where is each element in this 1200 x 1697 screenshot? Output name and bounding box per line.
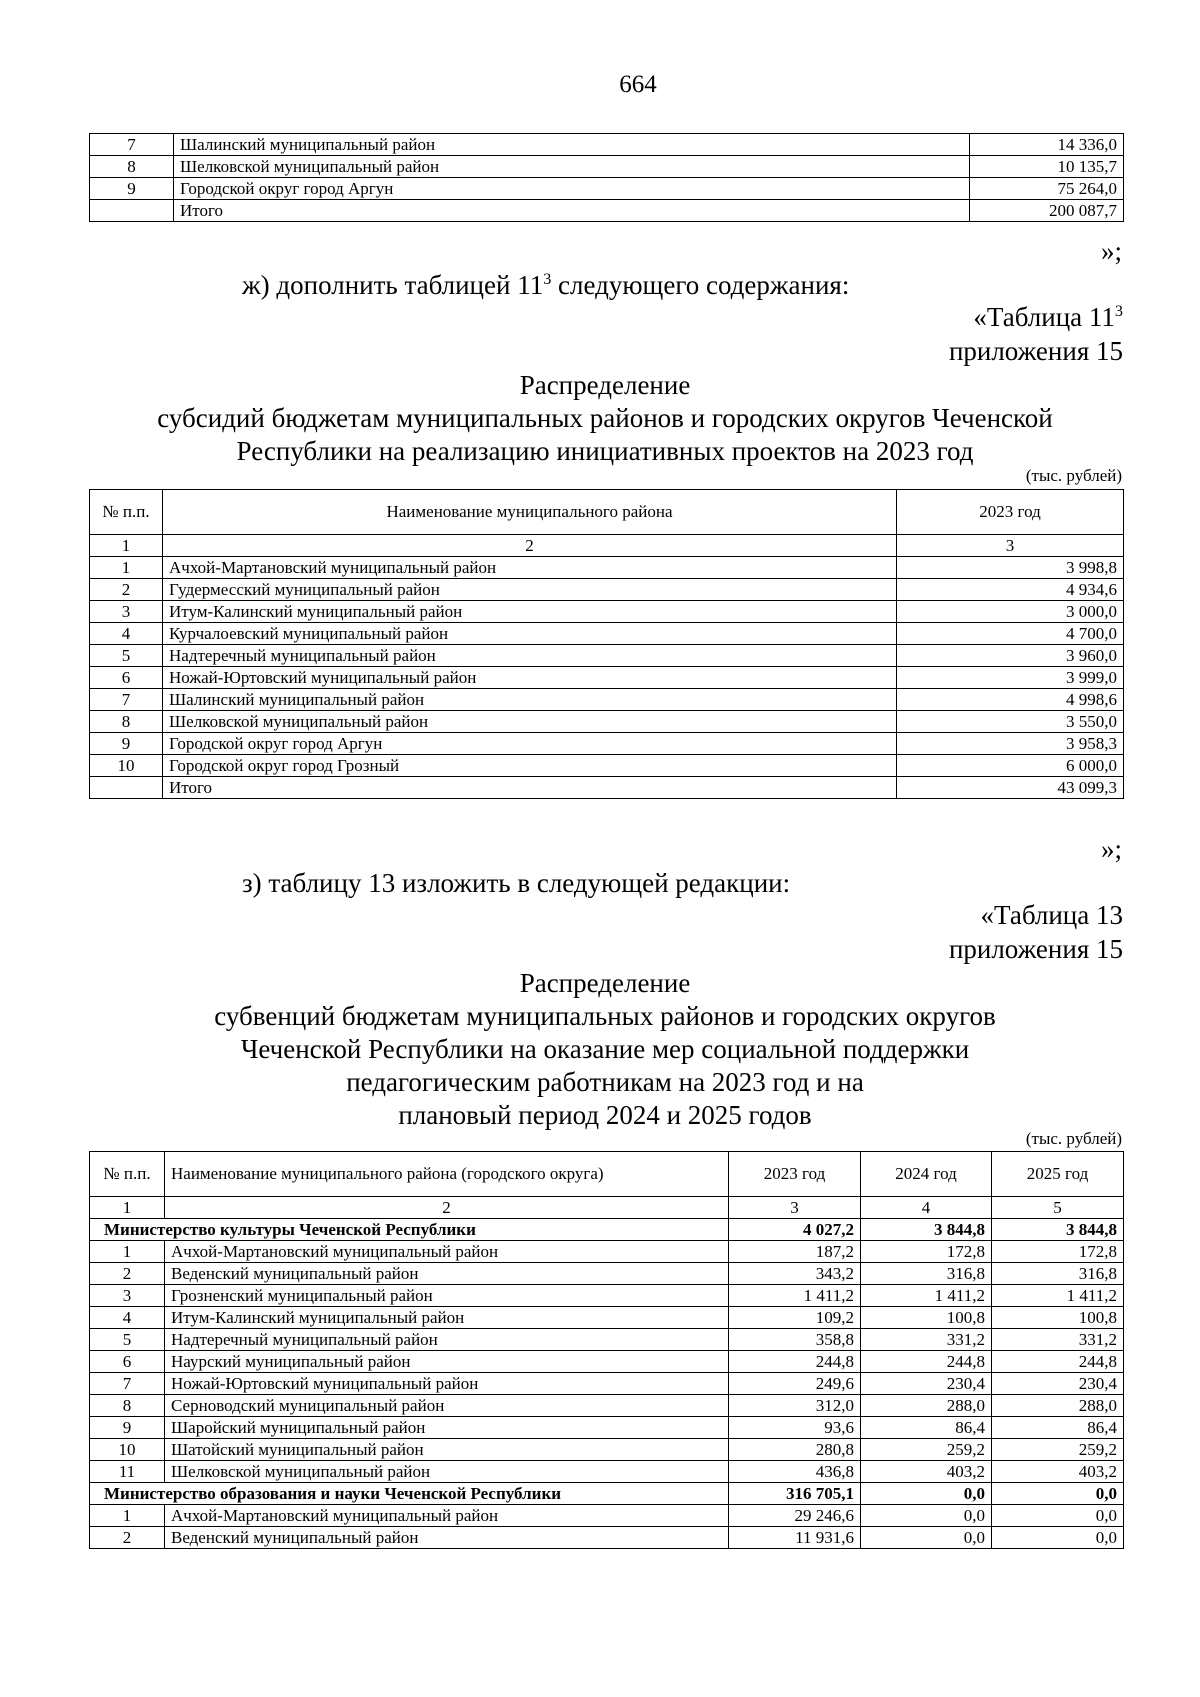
col-header-2024: 2024 год [861,1152,992,1197]
table-row: 6 Наурский муниципальный район 244,8 244,8 244,8 [90,1351,1124,1373]
col-header-2025: 2025 год [992,1152,1124,1197]
table-row: 2 Веденский муниципальный район 11 931,6 0,0 0,0 [90,1527,1124,1549]
table-row: 10 Городской округ город Грозный 6 000,0 [90,755,1124,777]
col-header-2023: 2023 год [729,1152,861,1197]
table-row: 1 Ачхой-Мартановский муниципальный район 187,2 172,8 172,8 [90,1241,1124,1263]
total-row: Итого 43 099,3 [90,777,1124,799]
closing-quote: »; [1100,834,1122,864]
table-title-line: субсидий бюджетам муниципальных районов и городских округов Чеченской [157,403,1053,433]
table-row: 10 Шатойский муниципальный район 280,8 259,2 259,2 [90,1439,1124,1461]
group-row-education-ministry: Министерство образования и науки Чеченской Республики 316 705,1 0,0 0,0 [90,1483,1124,1505]
table-title-line: Чеченской Республики на оказание мер социальной поддержки [240,1034,970,1064]
table-row: 7 Шалинский муниципальный район 14 336,0 [90,134,1124,156]
paragraph-zh: ж) дополнить таблицей $11^3$ следующего содержания: [242,270,850,300]
column-numbers-row: 1 2 3 4 5 [90,1197,1124,1219]
table-row: 4 Итум-Калинский муниципальный район 109,2 100,8 100,8 [90,1307,1124,1329]
table-header [90,1152,1124,1197]
table-row: 1 Ачхой-Мартановский муниципальный район 29 246,6 0,0 0,0 [90,1505,1124,1527]
table-row: 5 Надтеречный муниципальный район 3 960,0 [90,645,1124,667]
col-header-name: Наименование муниципального района (городского округа) [165,1152,729,1197]
closing-quote: »; [1100,236,1122,266]
table-row: 4 Курчалоевский муниципальный район 4 700,0 [90,623,1124,645]
units-label: (тыс. рублей) [1025,1129,1122,1148]
previous-table [89,133,1124,222]
group-row-culture-ministry: Министерство культуры Чеченской Республики 4 027,2 3 844,8 3 844,8 [90,1219,1124,1241]
table-caption-appendix: приложения 15 [948,934,1123,964]
table-row: 9 Шаройский муниципальный район 93,6 86,4 86,4 [90,1417,1124,1439]
col-header-name: Наименование муниципального района [163,490,897,535]
subsidy-table [89,489,1124,799]
table-header [90,490,1124,535]
units-label: (тыс. рублей) [1025,466,1122,485]
table-row: 7 Шалинский муниципальный район 4 998,6 [90,689,1124,711]
table-row: 9 Городской округ город Аргун 75 264,0 [90,178,1124,200]
table-row: 1 Ачхой-Мартановский муниципальный район 3 998,8 [90,557,1124,579]
total-row: Итого 200 087,7 [90,200,1124,222]
table-title-line: субвенций бюджетам муниципальных районов и городских округов [214,1001,996,1031]
table-title-line: плановый период 2024 и 2025 годов [398,1100,812,1130]
col-header-number: № п.п. [90,490,163,535]
table-row: 2 Гудермесский муниципальный район 4 934,6 [90,579,1124,601]
col-header-number: № п.п. [90,1152,165,1197]
table-row: 8 Серноводский муниципальный район 312,0 288,0 288,0 [90,1395,1124,1417]
table-row: 6 Ножай-Юртовский муниципальный район 3 999,0 [90,667,1124,689]
paragraph-z: з) таблицу 13 изложить в следующей редакции: [242,868,791,898]
table-title-line: педагогическим работникам на 2023 год и на [346,1067,864,1097]
table-title-line: Республики на реализацию инициативных проектов на 2023 год [236,436,974,466]
table-row: 8 Шелковской муниципальный район 3 550,0 [90,711,1124,733]
table-caption: «Таблица $11^3$ [973,302,1123,332]
page-number: 664 [619,71,657,98]
table-row: 3 Грозненский муниципальный район 1 411,2 1 411,2 1 411,2 [90,1285,1124,1307]
table-row: 2 Веденский муниципальный район 343,2 316,8 316,8 [90,1263,1124,1285]
table-caption-appendix: приложения 15 [948,336,1123,366]
table-row: 5 Надтеречный муниципальный район 358,8 331,2 331,2 [90,1329,1124,1351]
table-row: 8 Шелковской муниципальный район 10 135,7 [90,156,1124,178]
table-title: Распределение [519,968,691,998]
subvention-table [89,1151,1124,1549]
table-row: 11 Шелковской муниципальный район 436,8 403,2 403,2 [90,1461,1124,1483]
table-caption: «Таблица 13 [980,900,1123,930]
table-row: 3 Итум-Калинский муниципальный район 3 000,0 [90,601,1124,623]
table-title: Распределение [519,370,691,400]
table-row: 9 Городской округ город Аргун 3 958,3 [90,733,1124,755]
col-header-year: 2023 год [897,490,1124,535]
table-row: 7 Ножай-Юртовский муниципальный район 249,6 230,4 230,4 [90,1373,1124,1395]
column-numbers-row: 1 2 3 [90,535,1124,557]
